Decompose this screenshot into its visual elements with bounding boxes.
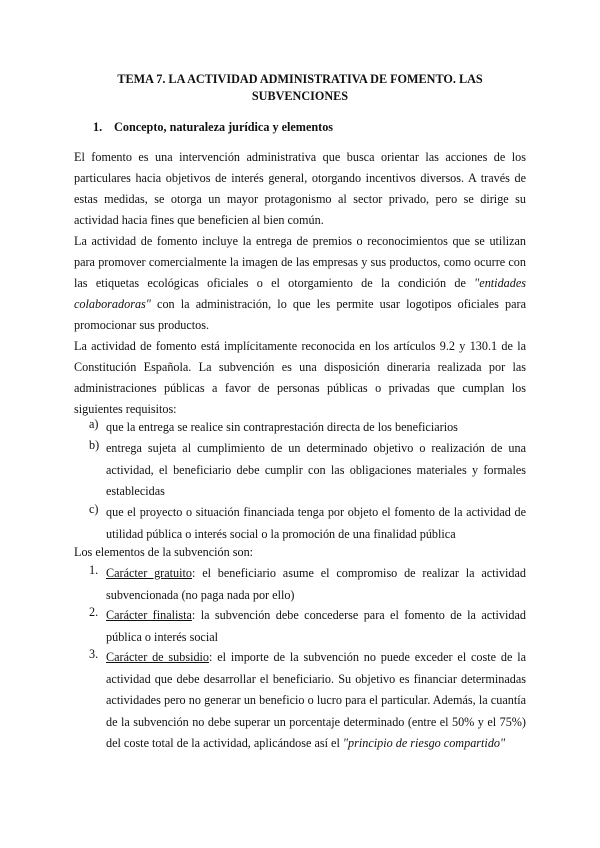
section-title: Concepto, naturaleza jurídica y elementos — [114, 120, 334, 134]
list-item — [106, 647, 526, 755]
element-term: Carácter de subsidio — [106, 650, 210, 664]
paragraph-fomento-premios — [74, 231, 526, 336]
section-heading — [93, 120, 333, 135]
list-item — [106, 605, 526, 648]
element-term: Carácter gratuito — [106, 566, 192, 580]
paragraph-text: La actividad de fomento incluye la entrega de premios o reconocimientos que se utilizan para promover comercialmente la imagen de las empresas y sus productos, como ocurre con las etiquetas ecológicas oficiales o el otorgamiento de la condición de — [74, 234, 526, 290]
element-text: : el beneficiario asume el compromiso de realizar la actividad subvencionada (no paga nada por ello) — [106, 566, 527, 602]
elements-intro: Los elementos de la subvención son: — [74, 545, 254, 559]
list-marker: 3. — [89, 647, 99, 661]
paragraph-fomento-definition: El fomento es una intervención administrativa que busca orientar las acciones de los particulares hacia objetivos de interés general, otorgando incentivos diversos. A través de estas medidas, se otorga un mayor protagonismo al sector privado, pero se dirige su actividad hacia fines que beneficien al bien común. — [74, 150, 526, 227]
paragraph-subvencion-definition: La actividad de fomento está implícitamente reconocida en los artículos 9.2 y 130.1 de la Constitución Española. La subvención es una disposición dineraria realizada por las administraciones públicas a favor de personas públicas o privadas que cumplan los siguientes requisitos: — [74, 339, 526, 416]
list-item: que el proyecto o situación financiada tenga por objeto el fomento de la actividad de utilidad pública o interés social o la promoción de una finalidad pública — [106, 505, 526, 541]
list-marker: 2. — [89, 605, 99, 619]
list-item — [106, 563, 526, 606]
element-text: : la subvención debe concederse para el fomento de la actividad pública o interés social — [106, 608, 526, 644]
document-title: TEMA 7. LA ACTIVIDAD ADMINISTRATIVA DE FOMENTO. LAS SUBVENCIONES — [117, 72, 483, 103]
list-marker: 1. — [89, 563, 99, 577]
list-marker: c) — [89, 502, 99, 516]
element-text: : el importe de la subvención no puede exceder el coste de la actividad que debe desarrollar el beneficiario. Su objetivo es financiar determinadas actividades pero no generar un beneficio o lucro para el particular. Además, la cuantía de la subvención no debe superar un porcentaje determinado (entre el 50% y el 75%) del coste total de la actividad, aplicándose así el — [106, 650, 526, 750]
element-term: Carácter finalista — [106, 608, 192, 622]
emphasis-text: "principio de riesgo compartido" — [342, 736, 506, 750]
emphasis-text: "entidades colaboradoras" — [74, 276, 526, 311]
paragraph-text: con la administración, lo que les permite usar logotipos oficiales para promocionar sus productos. — [74, 297, 526, 332]
list-marker: b) — [89, 438, 100, 452]
list-item: que la entrega se realice sin contraprestación directa de los beneficiarios — [106, 420, 458, 434]
section-number: 1. — [93, 120, 103, 134]
list-marker: a) — [89, 417, 99, 431]
list-item: entrega sujeta al cumplimiento de un determinado objetivo o realización de una actividad, el beneficiario debe cumplir con las obligaciones materiales y formales establecidas — [106, 441, 526, 498]
